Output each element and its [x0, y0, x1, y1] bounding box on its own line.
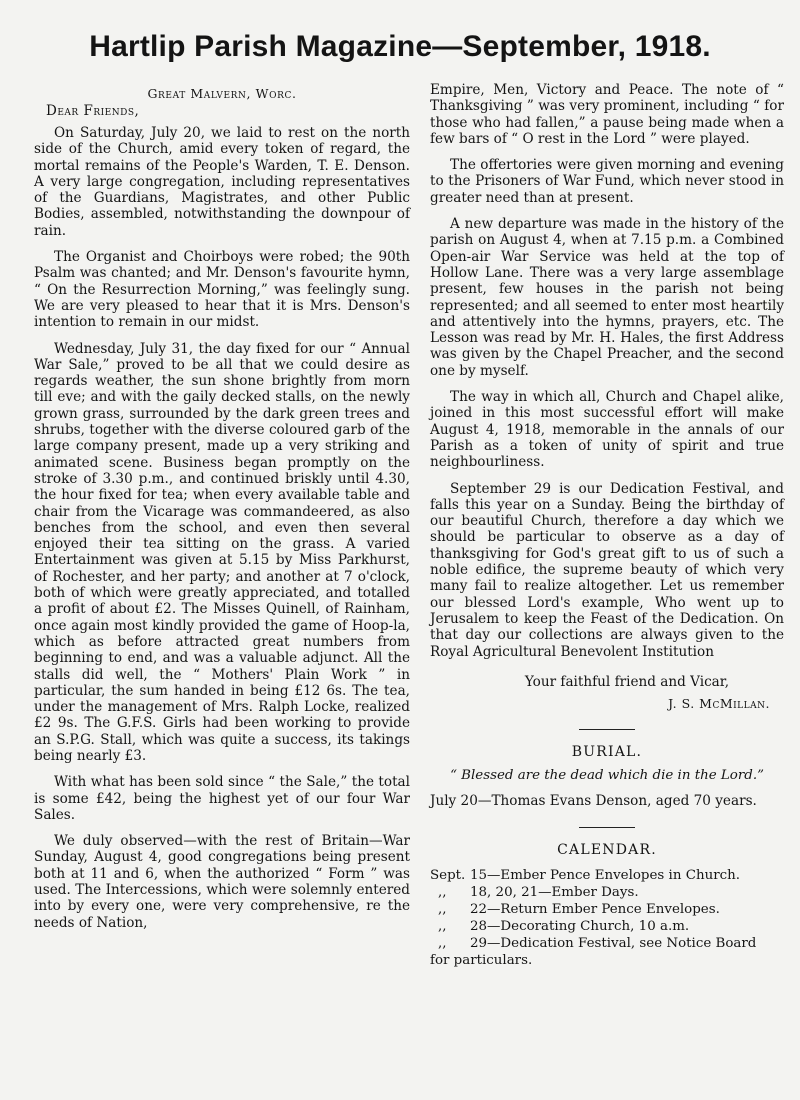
burial-quote: “ Blessed are the dead which die in the Lord.” [450, 767, 764, 783]
calendar-continuation: for particulars. [430, 952, 533, 968]
right-column [430, 82, 784, 969]
ditto-mark: ,, [438, 918, 447, 934]
calendar-entry: 29—Dedication Festival, see Notice Board [470, 935, 757, 951]
letter-signature: J. S. McMillan. [668, 695, 770, 711]
section-divider [579, 729, 635, 730]
burial-entry: July 20—Thomas Evans Denson, aged 70 years. [430, 792, 757, 809]
calendar-item [430, 884, 784, 901]
calendar-entry: 18, 20, 21—Ember Days. [470, 884, 639, 900]
paragraph: The Organist and Choirboys were robed; the 90th Psalm was chanted; and Mr. Denson's favourite hymn, “ On the Resurrection Morning,” was feelingly sung. We are very pleased to hear that it is Mrs. Denson's intention to remain in our midst. [34, 249, 410, 331]
paragraph: The way in which all, Church and Chapel alike, joined in this most successful effort will make August 4, 1918, memorable in the annals of our Parish as a token of unity of spirit and true neighbourliness. [430, 389, 784, 471]
calendar-entry: 15—Ember Pence Envelopes in Church. [470, 867, 740, 883]
calendar-item [430, 867, 784, 884]
paragraph: With what has been sold since “ the Sale,” the total is some £42, being the highest yet of our four War Sales. [34, 774, 410, 823]
calendar-item [430, 918, 784, 935]
calendar-entry: 22—Return Ember Pence Envelopes. [470, 901, 720, 917]
ditto-mark: ,, [438, 935, 447, 951]
paragraph: On Saturday, July 20, we laid to rest on the north side of the Church, amid every token of regard, the mortal remains of the People's Warden, T. E. Denson. A very large congregation, including representatives of the Guardians, Magistrates, and other Public Bodies, assembled, notwithstanding the downpour of rain. [34, 125, 410, 239]
paragraph: A new departure was made in the history of the parish on August 4, when at 7.15 p.m. a Combined Open-air War Service was held at the top of Hollow Lane. There was a very large assemblage present, few houses in the parish not being represented; and all seemed to enter most heartily and attentively into the hymns, prayers, etc. The Lesson was read by Mr. H. Hales, the first Address was given by the Chapel Preacher, and the second one by myself. [430, 216, 784, 379]
ditto-mark: ,, [438, 901, 447, 917]
ditto-mark: ,, [438, 884, 447, 900]
calendar-entry: 28—Decorating Church, 10 a.m. [470, 918, 690, 934]
paragraph: We duly observed—with the rest of Britain—War Sunday, August 4, good congregations being present both at 11 and 6, when the authorized “ Form ” was used. The Intercessions, which were solemnly entered into by every one, were very comprehensive, re the needs of Nation, [34, 833, 410, 931]
letter-salutation: Dear Friends, [46, 103, 140, 119]
calendar-item [430, 935, 784, 952]
calendar-section [430, 842, 784, 969]
burial-section [430, 744, 784, 809]
paragraph: September 29 is our Dedication Festival, and falls this year on a Sunday. Being the birthday of our beautiful Church, therefore a day which we should be particular to observe as a day of thanksgiving for God's great gift to us of such a noble edifice, the supreme beauty of which very many fail to realize altogether. Let us remember our blessed Lord's example, Who went up to Jerusalem to keep the Feast of the Dedication. On that day our collections are always given to the Royal Agricultural Benevolent Institution [430, 480, 784, 660]
paragraph: Wednesday, July 31, the day fixed for our “ Annual War Sale,” proved to be all that we could desire as regards weather, the sun shone brightly from morn till eve; and with the gaily decked stalls, on the newly grown grass, surrounded by the dark green trees and shrubs, together with the diverse coloured garb of the large company present, made up a very striking and animated scene. Business began promptly on the stroke of 3.30 p.m., and continued briskly until 4.30, the hour fixed for tea; when every available table and chair from the Vicarage was commandeered, as also benches from the school, and even then several enjoyed their tea sitting on the grass. A varied Entertainment was given at 5.15 by Miss Parkhurst, of Rochester, and her party; and another at 7 o'clock, both of which were greatly appreciated, and totalled a profit of about £2. The Misses Quinell, of Rainham, once again most kindly provided the game of Hoop-la, which as before attracted great numbers from beginning to end, and was a valuable adjunct. All the stalls did well, the “ Mothers' Plain Work ” in particular, the sum handed in being £12 6s. The tea, under the management of Mrs. Ralph Locke, realized £2 9s. The G.F.S. Girls had been working to provide an S.P.G. Stall, which was quite a success, its takings being nearly £3. [34, 340, 410, 764]
paragraph: The offertories were given morning and evening to the Prisoners of War Fund, which never stood in greater need than at present. [430, 157, 784, 206]
paragraph: Empire, Men, Victory and Peace. The note of “ Thanksgiving ” was very prominent, including “ for those who had fallen,” a pause being made when a few bars of “ O rest in the Lord ” were played. [430, 82, 784, 147]
letter-address: Great Malvern, Worc. [147, 86, 297, 101]
left-column [34, 82, 410, 969]
letter-signoff: Your faithful friend and Vicar, [524, 673, 730, 690]
page-title: Hartlip Parish Magazine—September, 1918. [89, 30, 711, 63]
section-divider [579, 827, 635, 828]
calendar-month: Sept. [430, 867, 466, 883]
calendar-item [430, 901, 784, 918]
article-columns [34, 82, 784, 969]
burial-heading: BURIAL. [571, 743, 643, 760]
calendar-heading: CALENDAR. [557, 841, 657, 858]
